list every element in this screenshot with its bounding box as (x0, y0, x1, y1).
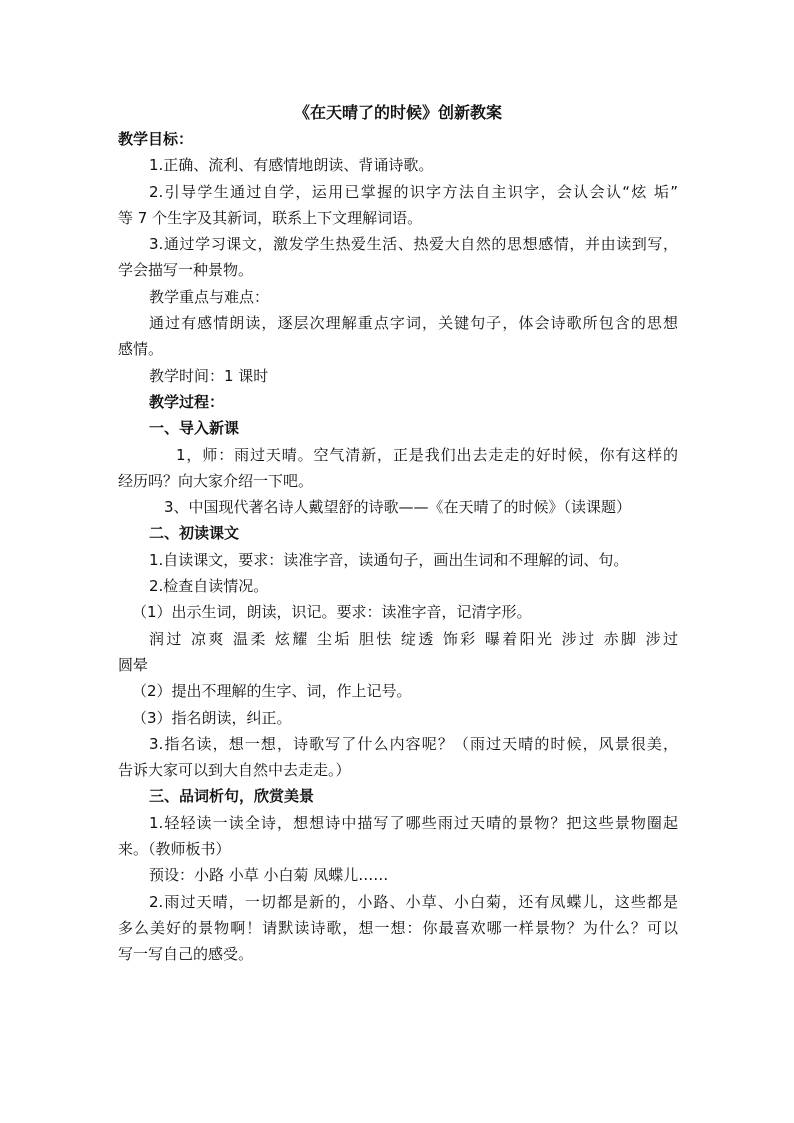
paragraph-line: 预设：小路 小草 小白菊 凤蝶儿…… (149, 866, 389, 885)
paragraph-line: 等 7 个生字及其新词，联系上下文理解词语。 (118, 208, 423, 227)
paragraph-line: 2.引导学生通过自学，运用已掌握的识字方法自主识字，会认会认“炫 垢” (149, 182, 678, 201)
paragraph-line: 3.指名读，想一想，诗歌写了什么内容呢？（雨过天晴的时候，风景很美， (149, 734, 678, 753)
paragraph-line: 告诉大家可以到大自然中去走走。） (118, 761, 351, 780)
paragraph-line: 多么美好的景物啊！请默读诗歌，想一想：你最喜欢哪一样景物？为什么？可以 (118, 918, 678, 937)
paragraph-line: （2）提出不理解的生字、词，作上记号。 (132, 682, 412, 701)
paragraph-line: 3、中国现代著名诗人戴望舒的诗歌——《在天晴了的时候》（读课题） (164, 498, 632, 517)
paragraph-line: 2.雨过天晴，一切都是新的，小路、小草、小白菊，还有凤蝶儿，这些都是 (149, 892, 678, 911)
vocabulary-line: 润过 凉爽 温柔 炫耀 尘垢 胆怯 绽透 饰彩 曝着阳光 涉过 赤脚 涉过 (149, 629, 678, 648)
document-title: 《在天晴了的时候》创新教案 (293, 103, 502, 122)
paragraph-line: 3.通过学习课文，激发学生热爱生活、热爱大自然的思想感情，并由读到写， (149, 235, 678, 254)
paragraph-line: 感情。 (118, 340, 164, 359)
paragraph-line: 来。（教师板书） (118, 840, 231, 859)
paragraph-line: 1.自读课文，要求：读准字音，读通句子，画出生词和不理解的词、句。 (149, 550, 629, 569)
paragraph-line: 教学时间：1 课时 (149, 366, 269, 385)
paragraph-line: （1）出示生词，朗读，识记。要求：读准字音，记清字形。 (132, 603, 532, 622)
paragraph-line: 1，师：雨过天晴。空气清新，正是我们出去走走的好时候，你有这样的 (176, 445, 678, 464)
paragraph-line: 教学重点与难点： (149, 287, 270, 306)
document-page (118, 100, 678, 968)
vocabulary-line: 圆晕 (118, 655, 149, 674)
paragraph-line: 1.正确、流利、有感情地朗读、背诵诗歌。 (149, 156, 434, 175)
section-heading-3: 三、品词析句，欣赏美景 (149, 787, 315, 806)
paragraph-line: 学会描写一种景物。 (118, 261, 254, 280)
paragraph-line: 经历吗？向大家介绍一下吧。 (118, 471, 314, 490)
section-heading-2: 二、初读课文 (149, 524, 240, 543)
paragraph-line: （3）指名朗读，纠正。 (132, 708, 292, 727)
section-heading-process: 教学过程： (149, 392, 225, 411)
section-heading-1: 一、导入新课 (149, 419, 240, 438)
section-heading-objectives: 教学目标： (118, 130, 194, 148)
paragraph-line: 写一写自己的感受。 (118, 945, 254, 964)
paragraph-line: 2.检查自读情况。 (149, 577, 269, 596)
paragraph-line: 通过有感情朗读，逐层次理解重点字词，关键句子，体会诗歌所包含的思想 (149, 314, 678, 333)
paragraph-line: 1.轻轻读一读全诗，想想诗中描写了哪些雨过天晴的景物？把这些景物圈起 (149, 813, 678, 832)
